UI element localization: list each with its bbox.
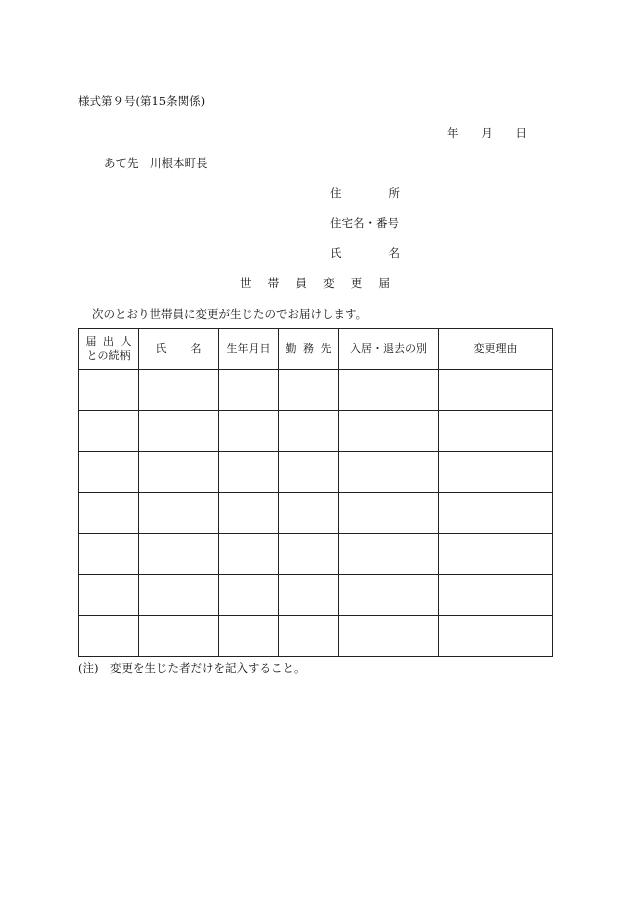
cell-birthdate[interactable] [219, 493, 279, 534]
date-month-label: 月 [481, 126, 493, 140]
cell-name[interactable] [139, 411, 219, 452]
cell-relation[interactable] [79, 616, 139, 657]
cell-workplace[interactable] [279, 411, 339, 452]
table-row [79, 411, 553, 452]
cell-move-type[interactable] [339, 370, 439, 411]
table-row [79, 370, 553, 411]
cell-workplace[interactable] [279, 575, 339, 616]
cell-name[interactable] [139, 493, 219, 534]
cell-workplace[interactable] [279, 616, 339, 657]
cell-birthdate[interactable] [219, 452, 279, 493]
cell-move-type[interactable] [339, 411, 439, 452]
cell-move-type[interactable] [339, 452, 439, 493]
header-birthdate: 生年月日 [219, 329, 279, 370]
cell-move-type[interactable] [339, 534, 439, 575]
table-row [79, 616, 553, 657]
address-label: 住 所 [330, 186, 400, 200]
cell-birthdate[interactable] [219, 370, 279, 411]
form-number: 様式第９号(第15条関係) [78, 94, 206, 108]
cell-relation[interactable] [79, 370, 139, 411]
cell-workplace[interactable] [279, 370, 339, 411]
cell-name[interactable] [139, 616, 219, 657]
cell-workplace[interactable] [279, 534, 339, 575]
table-header-row [79, 329, 553, 370]
cell-move-type[interactable] [339, 616, 439, 657]
header-move-type: 入居・退去の別 [339, 329, 439, 370]
table-row [79, 452, 553, 493]
cell-reason[interactable] [439, 616, 553, 657]
cell-move-type[interactable] [339, 575, 439, 616]
date-line [447, 126, 527, 140]
housing-label: 住宅名・番号 [330, 216, 399, 230]
cell-relation[interactable] [79, 534, 139, 575]
table-row [79, 534, 553, 575]
cell-move-type[interactable] [339, 493, 439, 534]
cell-reason[interactable] [439, 411, 553, 452]
cell-reason[interactable] [439, 575, 553, 616]
header-workplace: 勤 務 先 [279, 329, 339, 370]
name-label: 氏 名 [330, 246, 400, 260]
cell-relation[interactable] [79, 411, 139, 452]
cell-reason[interactable] [439, 452, 553, 493]
cell-reason[interactable] [439, 534, 553, 575]
table-body [79, 370, 553, 657]
cell-name[interactable] [139, 575, 219, 616]
date-day-label: 日 [515, 126, 527, 140]
cell-relation[interactable] [79, 493, 139, 534]
cell-reason[interactable] [439, 370, 553, 411]
cell-reason[interactable] [439, 493, 553, 534]
table-row [79, 575, 553, 616]
header-relation: 届 出 人 との続柄 [79, 329, 139, 370]
table-row [79, 493, 553, 534]
cell-birthdate[interactable] [219, 616, 279, 657]
header-name: 氏 名 [139, 329, 219, 370]
note-text: (注) 変更を生じた者だけを記入すること。 [78, 661, 306, 675]
cell-name[interactable] [139, 534, 219, 575]
household-change-table [78, 328, 553, 657]
cell-birthdate[interactable] [219, 411, 279, 452]
form-title: 世 帯 員 変 更 届 [240, 276, 390, 290]
date-year-label: 年 [447, 126, 459, 140]
cell-name[interactable] [139, 452, 219, 493]
cell-birthdate[interactable] [219, 575, 279, 616]
header-reason: 変更理由 [439, 329, 553, 370]
cell-workplace[interactable] [279, 493, 339, 534]
cell-relation[interactable] [79, 452, 139, 493]
cell-name[interactable] [139, 370, 219, 411]
addressee: あて先 川根本町長 [104, 156, 208, 170]
cell-birthdate[interactable] [219, 534, 279, 575]
cell-relation[interactable] [79, 575, 139, 616]
intro-text: 次のとおり世帯員に変更が生じたのでお届けします。 [92, 307, 368, 321]
cell-workplace[interactable] [279, 452, 339, 493]
